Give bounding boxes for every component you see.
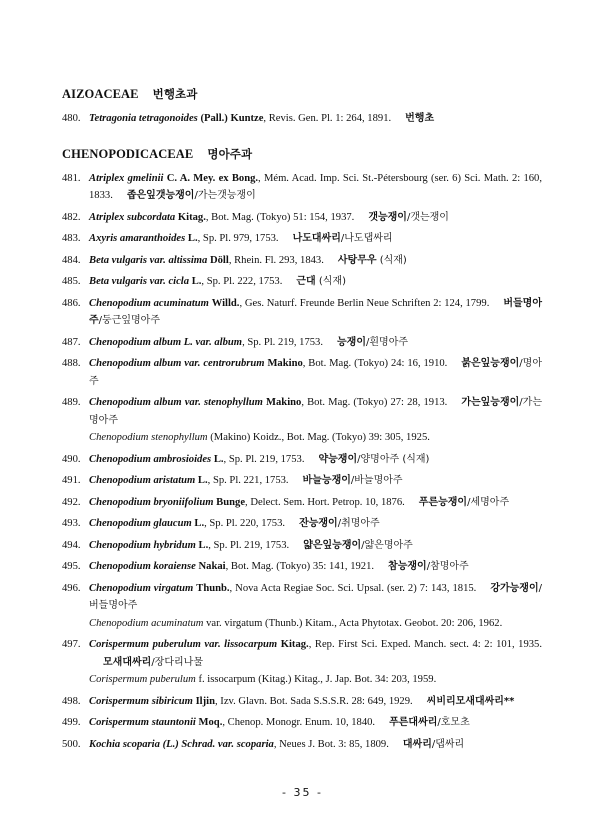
species-name: Corispermum puberulum var. lissocarpum [89,639,278,650]
species-name: Chenopodium acuminatum [89,297,209,309]
author-name: Bunge [216,496,246,508]
entry-text [89,714,542,732]
korean-name: 가는잎능쟁이 [461,397,520,408]
entry-number: 490. [62,453,81,465]
author-name: Nakai [198,561,226,572]
species-name: Chenopodium virgatum [89,582,194,594]
korean-name: 푸른대싸리 [389,717,438,728]
page-body [62,86,542,757]
entry-number: 480. [62,113,81,124]
species-name: Chenopodium bryoniifolium [89,496,214,508]
species-name: Kochia scoparia (L.) Schrad. var. scoparia [89,738,274,750]
entry-number: 486. [62,297,81,309]
korean-alt-name: /가는갯능쟁이 [194,190,256,201]
korean-name: 푸른능쟁이 [418,496,468,508]
entry-number: 489. [62,397,81,408]
entry-number: 493. [62,518,81,529]
citation: , Delect. Sem. Hort. Petrop. 10, 1876. [245,496,405,508]
author-name: Döll [209,254,229,266]
korean-name: 모새대싸리 [103,656,152,668]
synonym-name: Chenopodium stenophyllum [89,432,208,443]
entry-text [89,494,542,512]
family-korean-name: 명아주과 [207,146,253,161]
author-name: Iljin [195,695,215,707]
entry-text [89,736,542,754]
author-name: Makino [266,397,302,408]
korean-alt-name: /댑싸리 [431,738,465,750]
author-name: L. [213,453,224,465]
entry-text [89,334,542,352]
korean-name: 얇은잎능쟁이 [303,539,362,551]
citation: , Rhein. Fl. 293, 1843. [228,254,324,266]
korean-alt-name: /얇은명아주 [361,539,413,551]
citation: , Bot. Mag. (Tokyo) 51: 154, 1937. [205,211,355,223]
citation: , Bot. Mag. (Tokyo) 24: 16, 1910. [302,358,448,369]
author-name: L. [194,518,205,529]
korean-note: (식재) [376,254,407,266]
entry-text [89,451,542,469]
entry-number: 500. [62,738,81,750]
korean-name: 씨비리모새대싸리** [426,695,515,707]
entry-text [89,355,542,390]
entry-text [89,295,542,330]
species-entry [62,736,542,754]
korean-alt-name: /장다리나물 [151,656,203,668]
entry-text [89,273,542,291]
korean-alt-name: /둥근잎명아주 [98,315,161,326]
korean-name: 번행초 [405,113,435,124]
author-name: Kitag. [177,211,206,223]
entry-text [89,110,542,128]
korean-alt-name: /참명아주 [426,561,469,572]
synonym-citation: var. virgatum (Thunb.) Kitam., Acta Phytotax. Geobot. 20: 206, 1962. [203,617,503,629]
species-name: Chenopodium album var. stenophyllum [89,397,263,408]
korean-alt-name: /흰명아주 [366,336,409,348]
species-entry [62,394,542,447]
species-entry [62,714,542,732]
author-name: L. [198,539,209,551]
korean-alt-name: /취명아주 [337,518,380,529]
synonym-citation: f. issocarpum (Kitag.) Kitag., J. Jap. Bot. 34: 203, 1959. [195,674,437,685]
entry-text [89,394,542,447]
entry-number: 481. [62,172,81,184]
species-name: Chenopodium album var. centrorubrum [89,358,265,369]
korean-name: 바늘능쟁이 [302,475,351,486]
author-name: (Pall.) Kuntze [200,113,264,124]
korean-alt-name: /나도댑싸리 [340,233,393,244]
species-entry [62,170,542,205]
korean-name: 약능쟁이 [318,453,358,465]
species-entry [62,355,542,390]
korean-note: (식재) [399,453,430,465]
author-name: Willd. [211,297,240,309]
entry-text [89,558,542,576]
citation: , Sp. Pl. 219, 1753. [223,453,305,465]
species-entry [62,472,542,490]
synonym-line [89,429,542,447]
species-name: Chenopodium aristatum [89,475,196,486]
citation: , Sp. Pl. 979, 1753. [197,233,279,244]
entry-number: 484. [62,254,81,266]
korean-name: 근대 [296,276,316,287]
species-name: Beta vulgaris var. cicla [89,276,190,287]
synonym-line [89,615,542,633]
entry-number: 495. [62,561,81,572]
species-entry [62,558,542,576]
family-korean-name: 번행초과 [152,87,198,101]
korean-alt-name: /갯는쟁이 [406,211,449,223]
citation: , Neues J. Bot. 3: 85, 1809. [273,738,389,750]
species-entry [62,209,542,227]
species-entry [62,451,542,469]
entry-number: 485. [62,276,81,287]
species-entry [62,515,542,533]
species-name: Chenopodium koraiense [89,561,196,572]
entry-text [89,472,542,490]
entry-text [89,170,542,205]
korean-alt-name: /버들명아주 [89,582,543,611]
entry-text [89,209,542,227]
citation: , Chenop. Monogr. Enum. 10, 1840. [222,717,376,728]
korean-name: 잔능쟁이 [299,518,338,529]
entry-text [89,252,542,270]
author-name: L. [197,475,208,486]
korean-alt-name: /가는명아주 [89,397,542,426]
entry-number: 483. [62,233,81,244]
species-name: Atriplex subcordata [89,211,176,223]
species-entry [62,230,542,248]
citation: , Ges. Naturf. Freunde Berlin Neue Schriften 2: 124, 1799. [239,297,490,309]
citation: , Mém. Acad. Imp. Sci. St.-Pétersbourg (ser. 6) Sci. Math. 2: 160, 1833. [89,172,542,201]
citation: , Sp. Pl. 222, 1753. [201,276,283,287]
citation: , Sp. Pl. 220, 1753. [204,518,286,529]
entry-number: 498. [62,695,81,707]
citation: , Sp. Pl. 221, 1753. [207,475,289,486]
korean-alt-name: /바늘명아주 [350,475,403,486]
entry-number: 482. [62,211,81,223]
synonym-citation: (Makino) Koidz., Bot. Mag. (Tokyo) 39: 305, 1925. [207,432,430,443]
entry-text [89,515,542,533]
entry-number: 496. [62,582,81,594]
species-entry [62,252,542,270]
species-name: Chenopodium glaucum [89,518,192,529]
species-entry [62,537,542,555]
author-name: Moq. [198,717,223,728]
page-number: - 35 - [282,786,323,799]
author-name: L. [191,276,202,287]
species-entry [62,295,542,330]
korean-alt-name: /호모초 [437,717,470,728]
synonym-name: Corispermum puberulum [89,674,196,685]
family-heading [62,86,542,102]
species-entry [62,636,542,689]
entry-number: 488. [62,358,81,369]
author-name: L. [187,233,198,244]
family-heading [62,146,542,162]
species-name: Corispermum sibiricum [89,695,193,707]
entry-text [89,230,542,248]
entry-text [89,580,542,633]
species-name: Chenopodium ambrosioides [89,453,212,465]
species-entry [62,494,542,512]
species-entry [62,273,542,291]
citation: , Revis. Gen. Pl. 1: 264, 1891. [263,113,392,124]
author-name: Kitag. [280,639,309,650]
korean-name: 대싸리 [402,738,432,750]
korean-alt-name: /양명아주 [357,453,400,465]
entry-text [89,537,542,555]
author-name: Thunb. [196,582,230,594]
synonym-line [89,671,542,689]
species-entry [62,110,542,128]
citation: , Nova Acta Regiae Soc. Sci. Upsal. (ser. 2) 7: 143, 1815. [229,582,477,594]
author-name: Makino [267,358,303,369]
korean-alt-name: /세명아주 [467,496,510,508]
korean-name: 나도대싸리 [292,233,341,244]
species-entry [62,334,542,352]
citation: , Bot. Mag. (Tokyo) 27: 28, 1913. [301,397,448,408]
korean-name: 사탕무우 [337,254,377,266]
entry-number: 497. [62,639,81,650]
korean-name: 버들명아주 [89,297,542,326]
species-name: Tetragonia tetragonoides [89,113,198,124]
species-name: Chenopodium hybridum [89,539,196,551]
species-name: Axyris amaranthoides [89,233,186,244]
species-name: Beta vulgaris var. altissima [89,254,208,266]
family-latin-name: CHENOPODICACEAE [62,146,194,161]
entry-number: 492. [62,496,81,508]
species-name: Chenopodium album L. var. album [89,336,243,348]
korean-name: 붉은잎능쟁이 [461,358,520,369]
citation: , Sp. Pl. 219, 1753. [242,336,324,348]
species-name: Corispermum stauntonii [89,717,196,728]
korean-alt-name: /명아주 [89,358,542,387]
korean-name: 강가능쟁이 [490,582,539,594]
entry-text [89,693,542,711]
entry-number: 499. [62,717,81,728]
citation: , Rep. First Sci. Exped. Manch. sect. 4: 2: 101, 1935. [308,639,542,650]
citation: , Izv. Glavn. Bot. Sada S.S.S.R. 28: 649, 1929. [215,695,413,707]
species-entry [62,693,542,711]
korean-name: 좁은잎갯능쟁이 [126,190,195,201]
korean-name: 갯능쟁이 [368,211,407,223]
entry-number: 491. [62,475,81,486]
species-entry [62,580,542,633]
korean-note: (식재) [315,276,347,287]
korean-name: 참능쟁이 [388,561,427,572]
synonym-name: Chenopodium acuminatum [89,617,204,629]
entry-number: 487. [62,336,81,348]
citation: , Bot. Mag. (Tokyo) 35: 141, 1921. [225,561,375,572]
family-latin-name: AIZOACEAE [62,87,139,101]
korean-name: 능쟁이 [337,336,366,348]
citation: , Sp. Pl. 219, 1753. [208,539,290,551]
author-name: C. A. Mey. ex Bong. [166,172,259,184]
species-name: Atriplex gmelinii [89,172,164,184]
entry-number: 494. [62,539,81,551]
entry-text [89,636,542,689]
